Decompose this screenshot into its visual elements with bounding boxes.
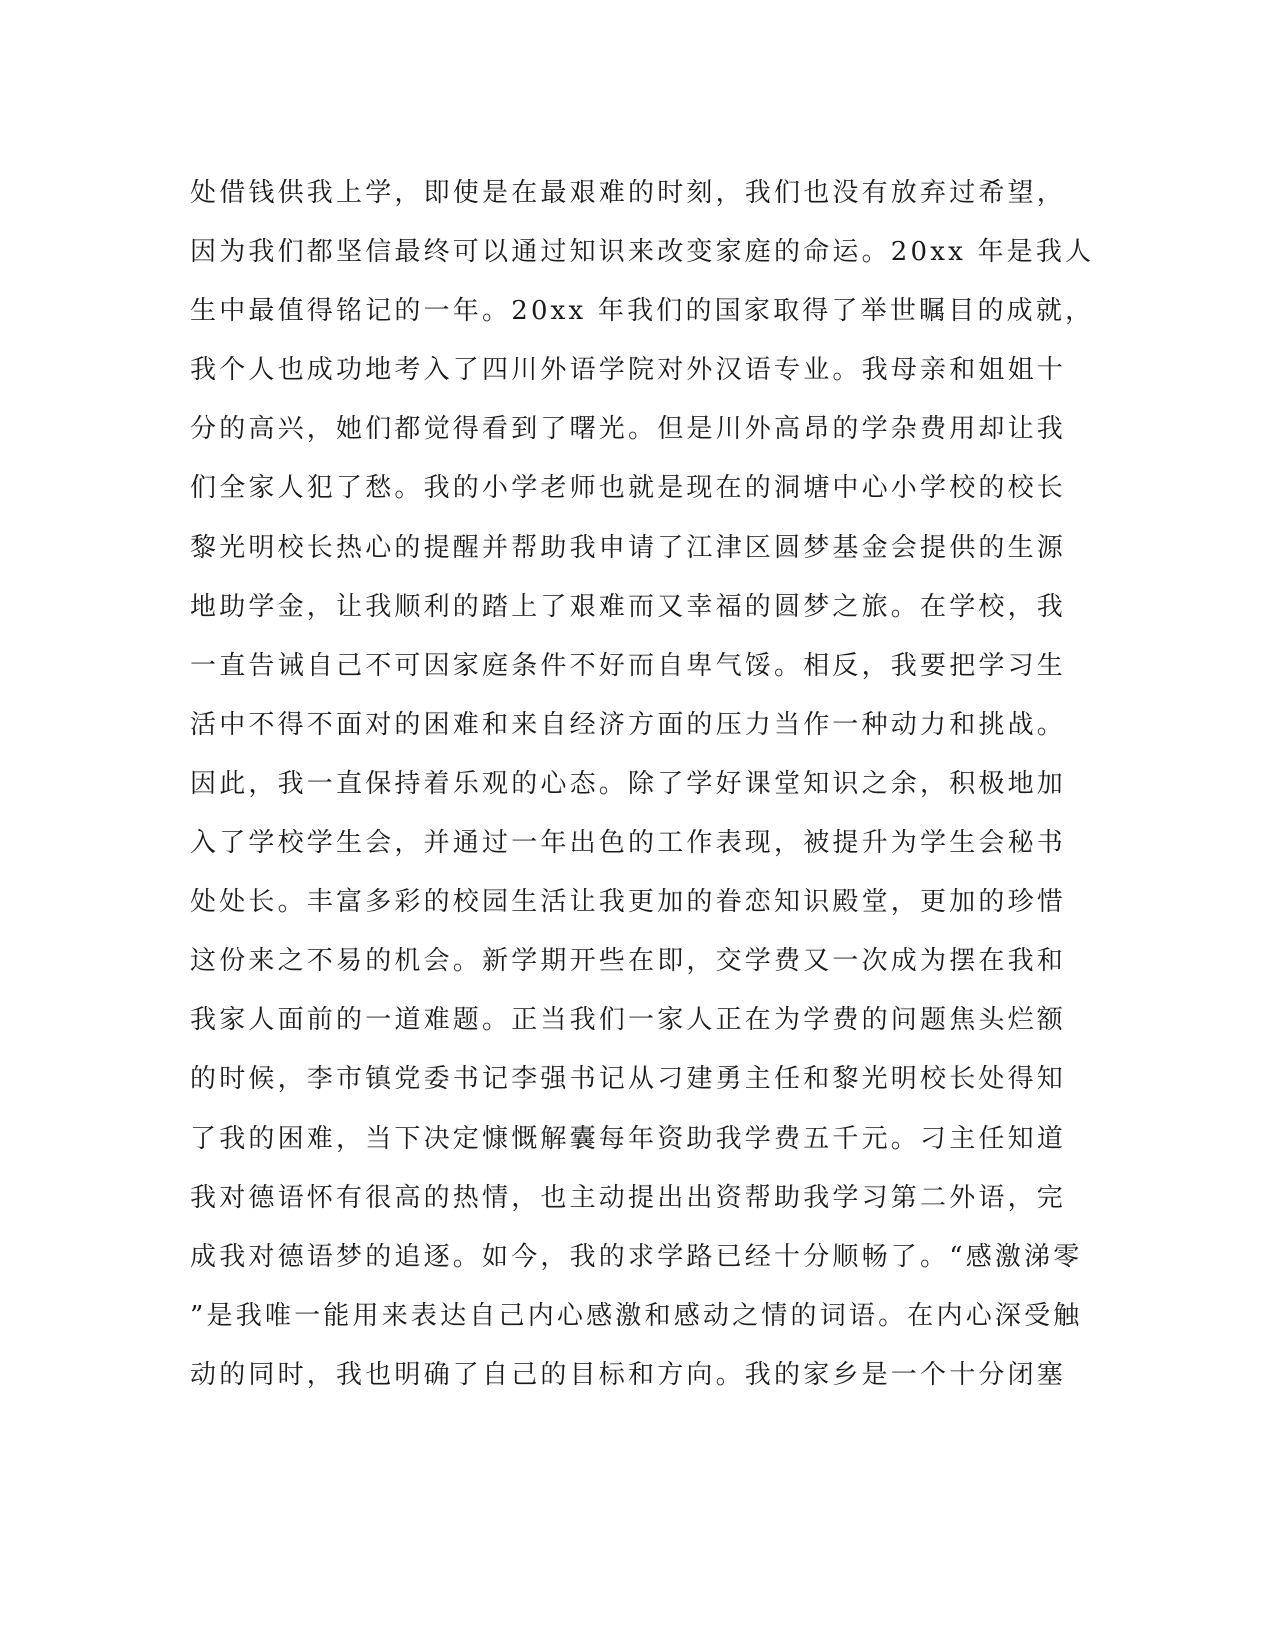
text-line: 因为我们都坚信最终可以通过知识来改变家庭的命运。20xx 年是我人	[190, 237, 1095, 268]
text-line: 这份来之不易的机会。新学期开些在即，交学费又一次成为摆在我和	[190, 946, 1067, 977]
text-line: 动的同时，我也明确了自己的目标和方向。我的家乡是一个十分闭塞	[190, 1359, 1067, 1390]
text-line: 处借钱供我上学，即使是在最艰难的时刻，我们也没有放弃过希望，	[190, 178, 1067, 208]
text-line: 成我对德语梦的追逐。如今，我的求学路已经十分顺畅了。“感激涕零	[190, 1241, 1083, 1272]
text-line: 的时候，李市镇党委书记李强书记从刁建勇主任和黎光明校长处得知	[190, 1064, 1067, 1095]
text-line: 因此，我一直保持着乐观的心态。除了学好课堂知识之余，积极地加	[190, 768, 1067, 799]
text-line: 活中不得不面对的困难和来自经济方面的压力当作一种动力和挑战。	[190, 709, 1067, 740]
text-line: 我家人面前的一道难题。正当我们一家人正在为学费的问题焦头烂额	[190, 1005, 1067, 1036]
text-line: 我个人也成功地考入了四川外语学院对外汉语专业。我母亲和姐姐十	[190, 355, 1067, 386]
text-line: 黎光明校长热心的提醒并帮助我申请了江津区圆梦基金会提供的生源	[190, 532, 1067, 563]
text-line: 分的高兴，她们都觉得看到了曙光。但是川外高昂的学杂费用却让我	[190, 414, 1067, 445]
text-line: 处处长。丰富多彩的校园生活让我更加的眷恋知识殿堂，更加的珍惜	[190, 887, 1067, 918]
text-line: 地助学金，让我顺利的踏上了艰难而又幸福的圆梦之旅。在学校，我	[190, 591, 1067, 622]
text-line: 一直告诫自己不可因家庭条件不好而自卑气馁。相反，我要把学习生	[190, 650, 1067, 681]
text-line: ”是我唯一能用来表达自己内心感激和感动之情的词语。在内心深受触	[190, 1300, 1083, 1331]
text-line: 们全家人犯了愁。我的小学老师也就是现在的洞塘中心小学校的校长	[190, 473, 1067, 504]
body-text	[190, 164, 1095, 1405]
text-line: 我对德语怀有很高的热情，也主动提出出资帮助我学习第二外语，完	[190, 1182, 1067, 1213]
text-line: 生中最值得铭记的一年。20xx 年我们的国家取得了举世瞩目的成就，	[190, 296, 1095, 327]
text-line: 入了学校学生会，并通过一年出色的工作表现，被提升为学生会秘书	[190, 828, 1067, 859]
text-line: 了我的困难，当下决定慷慨解囊每年资助我学费五千元。刁主任知道	[190, 1123, 1067, 1154]
